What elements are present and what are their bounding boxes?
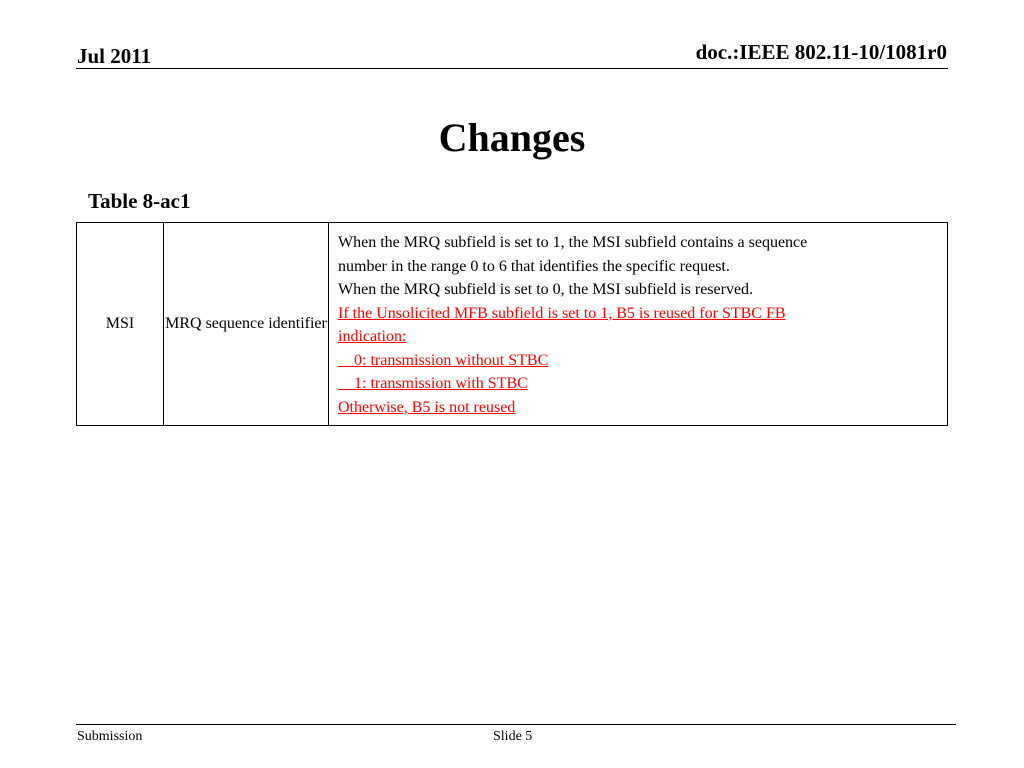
slide-title: Changes bbox=[438, 115, 586, 160]
field-name-text: MRQ sequence identifier bbox=[165, 315, 327, 332]
description-line: When the MRQ subfield is set to 1, the MSI subfield contains a sequence bbox=[338, 234, 808, 251]
inserted-change-line: If the Unsolicited MFB subfield is set to 1, B5 is reused for STBC FB bbox=[338, 304, 786, 322]
field-name-cell bbox=[164, 223, 329, 426]
footer-submission: Submission bbox=[77, 729, 143, 744]
description-line: number in the range 0 to 6 that identifies the specific request. bbox=[338, 257, 730, 275]
table-caption: Table 8-ac1 bbox=[88, 189, 191, 213]
subfield-cell: MSI bbox=[77, 223, 164, 426]
header-date: Jul 2011 bbox=[77, 44, 152, 68]
header-doc-id: doc.:IEEE 802.11-10/1081r0 bbox=[695, 40, 947, 64]
inserted-change-line: 1: transmission with STBC bbox=[338, 375, 528, 392]
inserted-change-line: indication: bbox=[338, 328, 407, 345]
spec-table bbox=[76, 222, 948, 426]
inserted-change-line: Otherwise, B5 is not reused bbox=[338, 398, 516, 416]
header-divider bbox=[76, 68, 948, 69]
inserted-change-line: 0: transmission without STBC bbox=[338, 351, 549, 369]
table-row bbox=[77, 223, 948, 426]
footer-divider bbox=[76, 724, 956, 725]
description-line: When the MRQ subfield is set to 0, the MSI subfield is reserved. bbox=[338, 281, 754, 298]
description-cell bbox=[329, 223, 948, 426]
footer-slide-number: Slide 5 bbox=[493, 729, 533, 744]
